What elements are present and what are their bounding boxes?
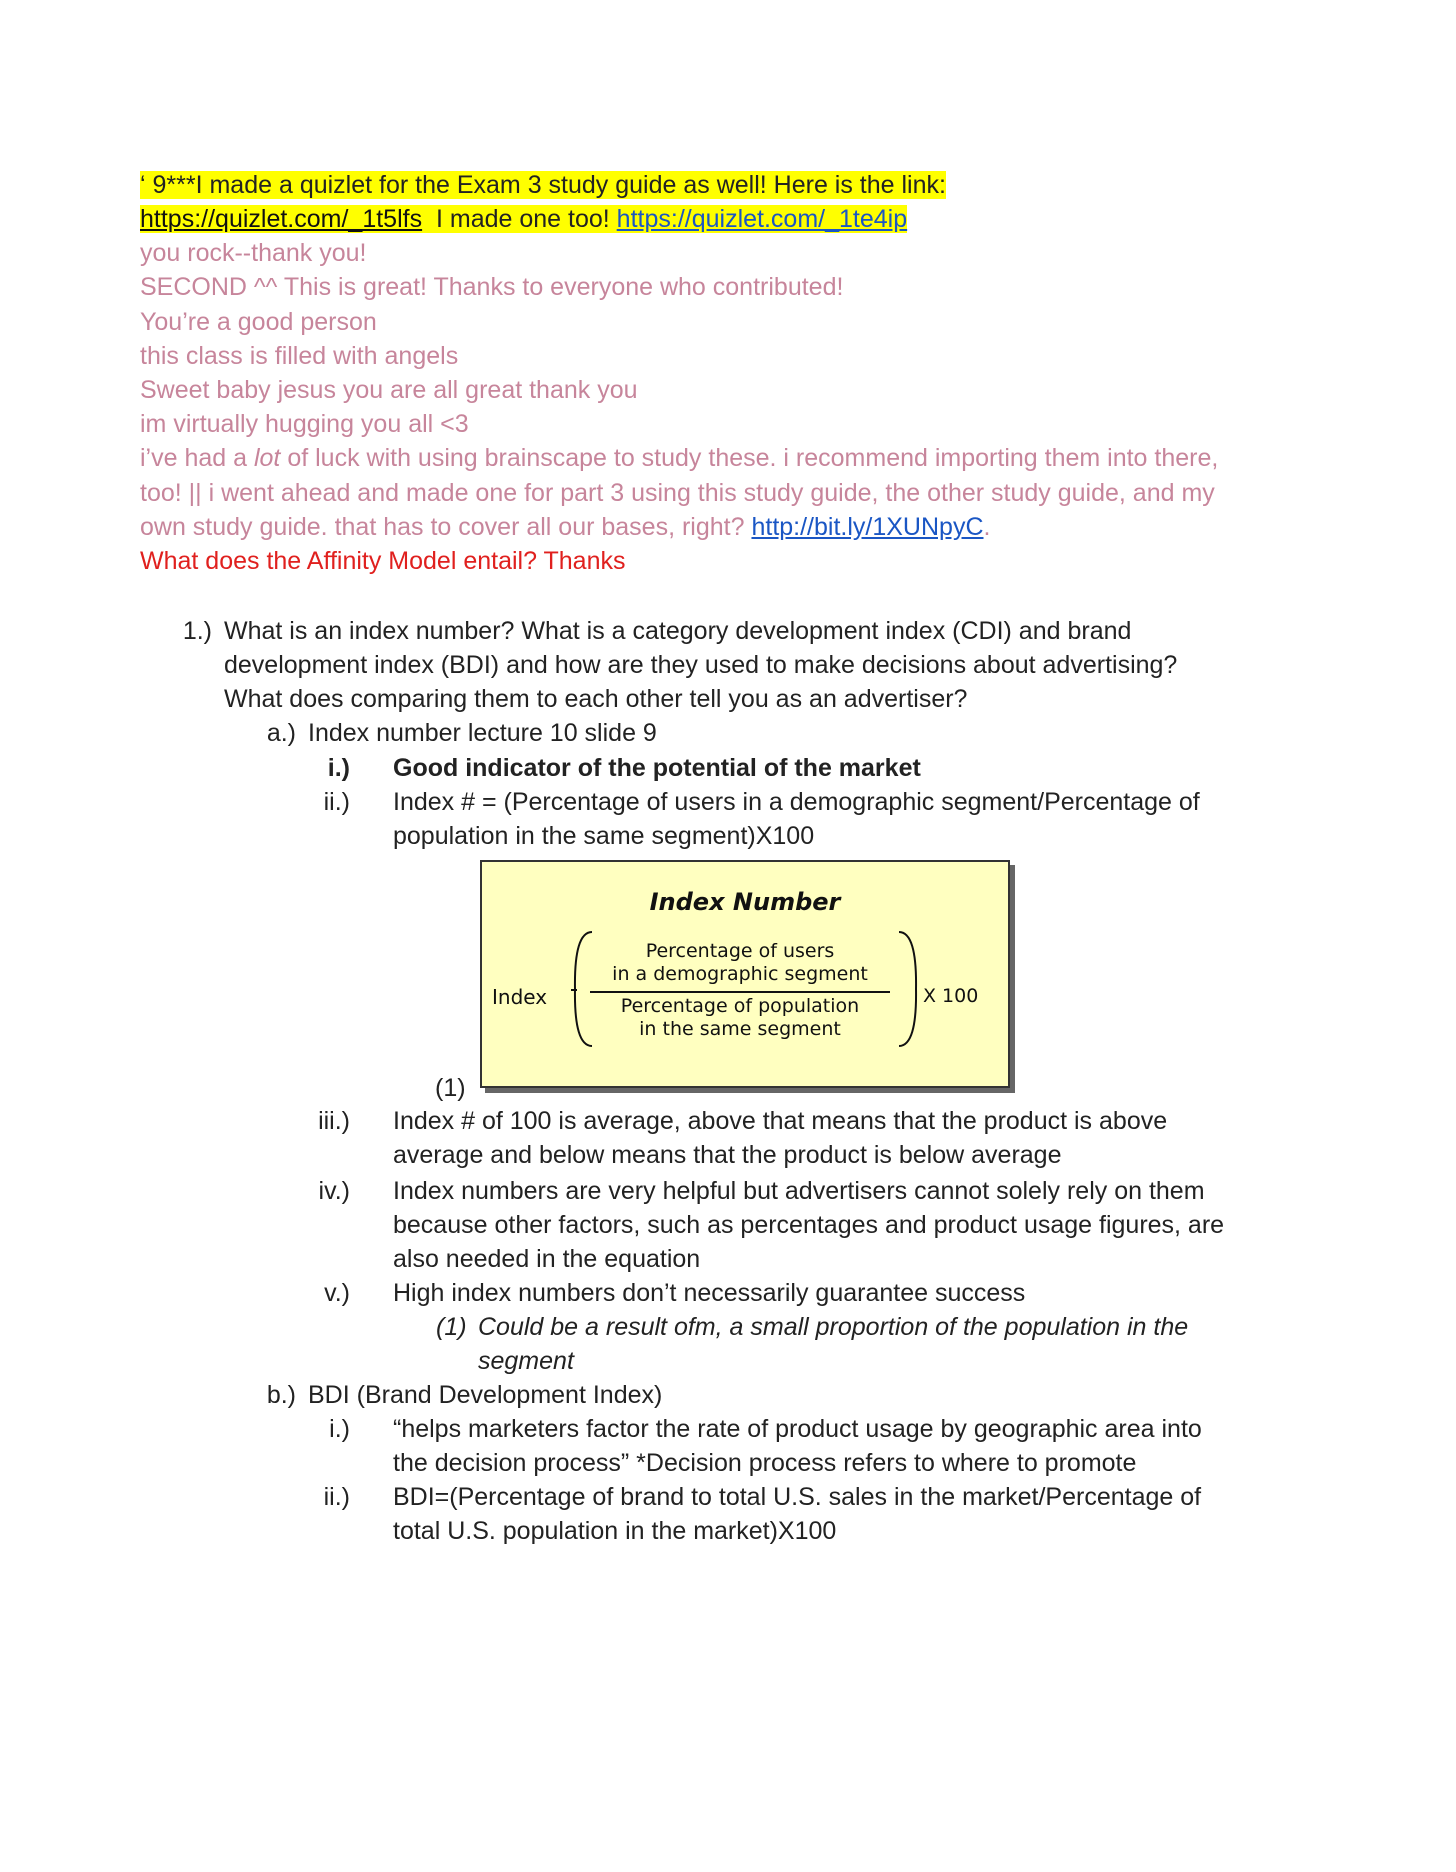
quizlet-link-1[interactable]: https://quizlet.com/_1t5lfs [140, 205, 423, 233]
comment-4: this class is filled with angels [140, 342, 459, 370]
figure-numerator-line-1: Percentage of users [645, 940, 835, 962]
item-b-ii-number: ii.) [323, 1483, 350, 1511]
quizlet-link-2[interactable]: https://quizlet.com/_1te4ip [616, 205, 908, 233]
q1-line-2: development index (BDI) and how are they used to make decisions about advertising? [224, 651, 1178, 679]
comment-7-italic: lot [253, 444, 281, 472]
item-a-v-1-line-1: Could be a result ofm, a small proportion of the population in the [478, 1313, 1189, 1341]
figure-denominator-line-1: Percentage of population [620, 995, 860, 1017]
item-a-text: Index number lecture 10 slide 9 [308, 719, 657, 747]
index-number-figure [480, 860, 1010, 1088]
comment-3: You’re a good person [140, 308, 377, 336]
item-b-i-line-2: the decision process” *Decision process refers to where to promote [393, 1449, 1137, 1477]
figure-label: (1) [435, 1074, 466, 1102]
item-a-i-text: Good indicator of the potential of the market [393, 754, 921, 782]
item-b-ii-line-2: total U.S. population in the market)X100 [393, 1517, 837, 1545]
item-a-number: a.) [266, 719, 296, 747]
item-a-iv-line-1: Index numbers are very helpful but advertisers cannot solely rely on them [393, 1177, 1205, 1205]
item-a-iii-line-1: Index # of 100 is average, above that means that the product is above [393, 1107, 1168, 1135]
q1-line-3: What does comparing them to each other tell you as an advertiser? [224, 685, 968, 713]
comment-7-end: of luck with using brainscape to study these. i recommend importing them into there, [280, 444, 1219, 472]
header-line-2 [140, 202, 907, 236]
figure-title: Index Number [649, 888, 841, 916]
item-a-ii-number: ii.) [323, 788, 350, 816]
comment-8: too! || i went ahead and made one for part 3 using this study guide, the other study guide, and my [140, 479, 1215, 507]
figure-index-label: Index [492, 985, 548, 1009]
comment-9-period: . [983, 513, 991, 541]
item-b-i-number: i.) [329, 1415, 350, 1443]
header-intro-text: ‘ 9***I made a quizlet for the Exam 3 study guide as well! Here is the link: [140, 171, 946, 199]
item-a-ii-line-1: Index # = (Percentage of users in a demographic segment/Percentage of [393, 788, 1200, 816]
figure-multiplier: X 100 [923, 985, 979, 1007]
item-a-v-text: High index numbers don’t necessarily guarantee success [393, 1279, 1026, 1307]
made-one-too-text: I made one too! [422, 205, 617, 233]
item-a-iv-number: iv.) [318, 1177, 350, 1205]
item-b-text: BDI (Brand Development Index) [308, 1381, 663, 1409]
item-a-v-1-number: (1) [436, 1313, 467, 1341]
item-a-iv-line-3: also needed in the equation [393, 1245, 701, 1273]
comment-6: im virtually hugging you all <3 [140, 410, 469, 438]
comment-2: SECOND ^^ This is great! Thanks to everyone who contributed! [140, 273, 844, 301]
item-b-ii-line-1: BDI=(Percentage of brand to total U.S. sales in the market/Percentage of [393, 1483, 1202, 1511]
item-b-i-line-1: “helps marketers factor the rate of product usage by geographic area into [393, 1415, 1202, 1443]
comment-7-start: i’ve had a [140, 444, 254, 472]
comment-1: you rock--thank you! [140, 239, 367, 267]
affinity-question: What does the Affinity Model entail? Thanks [140, 547, 626, 575]
right-parenthesis-icon [897, 930, 919, 1048]
q1-line-1: What is an index number? What is a category development index (CDI) and brand [224, 617, 1132, 645]
item-a-iv-line-2: because other factors, such as percentages and product usage figures, are [393, 1211, 1225, 1239]
figure-denominator-line-2: in the same segment [639, 1018, 841, 1040]
item-a-v-number: v.) [324, 1279, 350, 1307]
brainscape-link[interactable]: http://bit.ly/1XUNpyC [751, 513, 984, 541]
item-a-iii-number: iii.) [318, 1107, 350, 1135]
item-a-v-1-line-2: segment [478, 1347, 574, 1375]
figure-numerator-line-2: in a demographic segment [612, 963, 868, 985]
q1-number: 1.) [182, 617, 212, 645]
comment-9-text: own study guide. that has to cover all our bases, right? [140, 513, 752, 541]
item-a-iii-line-2: average and below means that the product is below average [393, 1141, 1062, 1169]
item-b-number: b.) [266, 1381, 296, 1409]
item-a-ii-line-2: population in the same segment)X100 [393, 822, 815, 850]
comment-5: Sweet baby jesus you are all great thank you [140, 376, 638, 404]
comment-9 [140, 510, 990, 544]
item-a-i-number: i.) [327, 754, 350, 782]
header-line-1 [140, 168, 946, 202]
comment-7 [140, 441, 1218, 475]
figure-fraction-bar [590, 991, 890, 993]
